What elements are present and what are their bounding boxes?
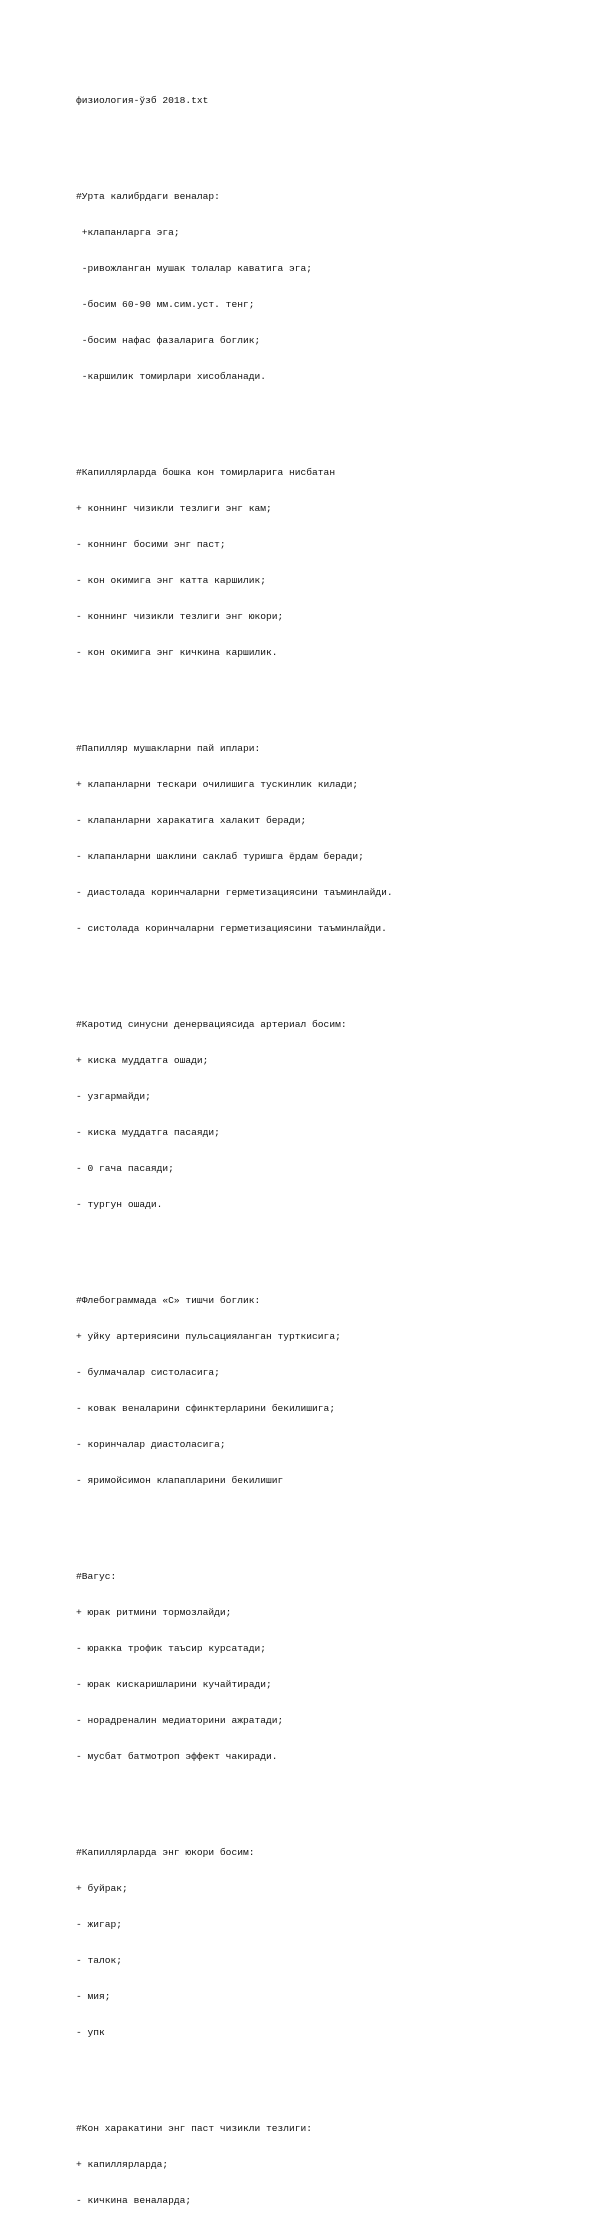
answer-option: - ковак веналарини сфинктерларини бекилишига; [76,1403,336,1414]
answer-option: + буйрак; [76,1883,128,1894]
answer-option: - кичкина веналарда; [76,2195,192,2206]
question-heading: #Капиллярларда бошка кон томирларига нисбатан [76,467,336,478]
answer-option: -ривожланган мушак толалар каватига эга; [76,263,313,274]
answer-option: + капиллярларда; [76,2159,169,2170]
answer-option: - систолада коринчаларни герметизациясини таъминлайди. [76,923,387,934]
answer-option: - яримойсимон клапапларини бекилишиг [76,1475,284,1486]
blank-line [76,131,596,143]
blank-line [76,959,596,971]
blank-line [76,407,596,419]
question-heading: #Флебограммада «С» тишчи боглик: [76,1295,261,1306]
answer-option: -босим нафас фазаларига боглик; [76,335,261,346]
blank-line [76,1787,596,1799]
answer-option: - упк [76,2027,105,2038]
answer-option: - узгармайди; [76,1091,151,1102]
blank-line [76,683,596,695]
answer-option: -босим 60-90 мм.сим.уст. тенг; [76,299,255,310]
answer-option: - диастолада коринчаларни герметизациясини таъминлайди. [76,887,393,898]
answer-option: - киска муддатга пасаяди; [76,1127,220,1138]
answer-option: +клапанларга эга; [76,227,180,238]
document-text [76,71,596,2231]
answer-option: - клапанларни шаклини саклаб туришга ёрдам беради; [76,851,364,862]
question-heading: #Кон харакатини энг паст чизикли тезлиги: [76,2123,313,2134]
answer-option: - норадреналин медиаторини ажратади; [76,1715,284,1726]
answer-option: - булмачалар систоласига; [76,1367,220,1378]
question-heading: #Капиллярларда энг юкори босим: [76,1847,255,1858]
answer-option: - талок; [76,1955,123,1966]
answer-option: + киска муддатга ошади; [76,1055,209,1066]
answer-option: - мусбат батмотроп эффект чакиради. [76,1751,278,1762]
answer-option: - коннинг босими энг паст; [76,539,226,550]
answer-option: - коринчалар диастоласига; [76,1439,226,1450]
answer-option: - мия; [76,1991,111,2002]
answer-option: - жигар; [76,1919,123,1930]
answer-option: + клапанларни тескари очилишига тускинлик килади; [76,779,359,790]
question-heading: #Вагус: [76,1571,117,1582]
question-heading: #Каротид синусни денервациясида артериал босим: [76,1019,347,1030]
answer-option: - кон окимига энг катта каршилик; [76,575,266,586]
answer-option: - коннинг чизикли тезлиги энг юкори; [76,611,284,622]
answer-option: - юрак кискаришларини кучайтиради; [76,1679,272,1690]
answer-option: + коннинг чизикли тезлиги энг кам; [76,503,272,514]
question-heading: #Папилляр мушакларни пай иплари: [76,743,261,754]
answer-option: -каршилик томирлари хисобланади. [76,371,266,382]
question-heading: #Урта калибрдаги веналар: [76,191,220,202]
file-title: физиология-ўзб 2018.txt [76,95,209,106]
answer-option: - юракка трофик таъсир курсатади; [76,1643,266,1654]
answer-option: + уйку артериясини пульсацияланган турткисига; [76,1331,341,1342]
answer-option: - клапанларни харакатига халакит беради; [76,815,307,826]
answer-option: + юрак ритмини тормозлайди; [76,1607,232,1618]
blank-line [76,2063,596,2075]
answer-option: - кон окимига энг кичкина каршилик. [76,647,278,658]
answer-option: - 0 гача пасаяди; [76,1163,174,1174]
blank-line [76,1235,596,1247]
answer-option: - тургун ошади. [76,1199,163,1210]
blank-line [76,1511,596,1523]
